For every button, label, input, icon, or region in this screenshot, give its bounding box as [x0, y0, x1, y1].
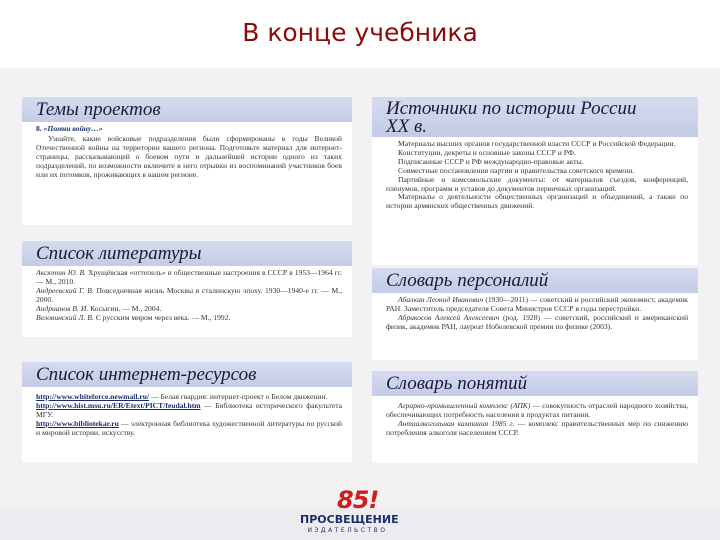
- persons-card: [372, 268, 698, 360]
- source-paragraph: Совместные постановления партии и правительства советского времени.: [398, 165, 635, 175]
- concept-entry: Аграрно-промышленный комплекс (АПК) — совокупность отраслей народного хозяйства, обеспечивающих потребность населения в продуктах питания.: [386, 401, 689, 419]
- literature-card: [22, 241, 352, 337]
- persons-body: [372, 293, 698, 332]
- project-number: 8.: [36, 124, 42, 133]
- concepts-body: [372, 396, 698, 438]
- concepts-header-band: [372, 371, 698, 396]
- logo-wordmark: ПРОСВЕЩЕНИЕ: [300, 513, 399, 526]
- source-paragraph: Конституции, декреты и основные законы СССР и РФ.: [398, 147, 576, 157]
- projects-header: Темы проектов: [36, 99, 161, 120]
- logo-subtitle: ИЗДАТЕЛЬСТВО: [307, 527, 388, 534]
- projects-body: [22, 122, 352, 179]
- person-entry: Абалкин Леонид Иванович (1930—2011) — советский и российский экономист, академик РАН. Заместитель председателя Совета Министров СССР в годы перестройки.: [386, 295, 688, 313]
- sources-body: [372, 137, 698, 211]
- sources-header-band: [372, 97, 698, 137]
- resource-link[interactable]: http://www.hist.msu.ru/ER/Etext/PICT/feudal.htm: [36, 400, 201, 410]
- internet-header-band: [22, 362, 352, 387]
- resource-link[interactable]: http://www.whiteforce.newmail.ru/: [36, 392, 150, 401]
- literature-body: [22, 266, 352, 322]
- literature-entry: Андрианов В. И. Косыгин. — М., 2004.: [36, 303, 162, 313]
- literature-entry: Аксютин Ю. В. Хрущёвская «оттепель» и общественные настроения в СССР в 1953—1964 гг. — М., 2010.: [36, 268, 343, 286]
- source-paragraph: Партийные и комсомольские документы: от материалов съездов, конференций, пленумов, программ и уставов до документов первичных организаций.: [386, 174, 688, 193]
- literature-header: Список литературы: [36, 243, 202, 264]
- logo-anniversary-number: 85!: [337, 486, 379, 514]
- sources-card: [372, 97, 698, 265]
- concepts-header: Словарь понятий: [386, 373, 528, 394]
- projects-card: [22, 97, 352, 225]
- persons-header: Словарь персоналий: [386, 270, 549, 291]
- internet-card: [22, 362, 352, 462]
- internet-body: [22, 387, 352, 438]
- internet-entry: http://www.hist.msu.ru/ER/Etext/PICT/feudal.htm — Библиотека исторического факультета МГУ.: [36, 400, 342, 419]
- concepts-card: [372, 371, 698, 463]
- resource-link[interactable]: http://www.bibliotekar.ru: [36, 418, 119, 428]
- internet-header: Список интернет-ресурсов: [36, 364, 257, 385]
- project-title: «Помни войну…»: [43, 124, 103, 133]
- project-text: Узнайте, какие войсковые подразделения были сформированы в годы Великой Отечественной войны на территории вашего региона. Подготовьте материал для интернет-страницы, рассказывающей о боевом пути и дальнейшей истории одного из таких подразделений, по возможности включите в него отрывки из воспоминаний участников боев или их потомков, проживающих в вашем регионе.: [36, 133, 342, 179]
- source-paragraph: Материалы высших органов государственной власти СССР и Российской Федерации.: [398, 139, 676, 148]
- source-paragraph: Материалы о деятельности общественных организаций и объединений, а также по истории армянских общественных движений.: [386, 192, 688, 211]
- concept-entry: Антиалкогольная кампания 1985 г. — комплекс правительственных мер по снижению потребления алкоголя населением СССР.: [386, 418, 688, 437]
- slide-title: В конце учебника: [242, 18, 478, 47]
- persons-header-band: [372, 268, 698, 293]
- internet-entry: http://www.whiteforce.newmail.ru/ — Белая гвардия: интернет-проект о Белом движении.: [36, 392, 328, 401]
- source-paragraph: Подписанные СССР и РФ международно-правовые акты.: [398, 156, 584, 166]
- literature-entry: Веловинский Л. В. С русским миром через века. — М., 1992.: [36, 312, 231, 322]
- person-entry: Абрикосов Алексей Алексеевич (род. 1928) — советский, российский и американский физик, академик РАН, лауреат Нобелевской премии по физике (2003).: [386, 312, 689, 331]
- sources-header: Источники по истории России XX в.: [386, 98, 637, 137]
- literature-header-band: [22, 241, 352, 266]
- literature-entry: Андреевский Г. В. Повседневная жизнь Москвы в сталинскую эпоху. 1930—1940-е гг. — М., 2000.: [36, 285, 343, 304]
- internet-entry: http://www.bibliotekar.ru — электронная библиотека художественной литературы по русской и мировой истории, искусству.: [36, 418, 342, 437]
- projects-header-band: [22, 97, 352, 122]
